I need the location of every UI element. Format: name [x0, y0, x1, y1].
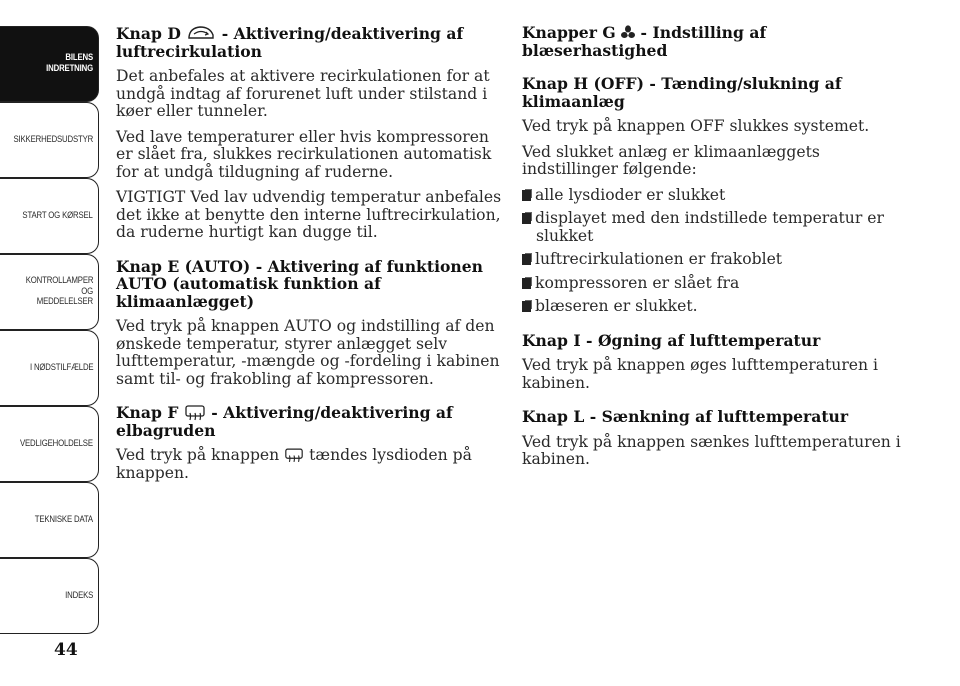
page-number: 44 — [54, 640, 78, 660]
paragraph: Ved tryk på knappen AUTO og indstilling af den ønskede temperatur, styrer anlægget selv lufttemperatur, -mængde og -fordeling i kabinen samt til- og frakobling af kompressoren. — [116, 317, 500, 388]
paragraph: Ved tryk på knappen sænkes lufttemperaturen i kabinen. — [522, 432, 901, 468]
list-item-text: luftrecirkulationen er frakoblet — [535, 250, 783, 268]
tab-label: START OG KØRSEL — [22, 209, 93, 221]
paragraph: VIGTIGT Ved lav udvendig temperatur anbefales det ikke at benytte den interne luftrecirkulation, da ruderne hurtigt kan dugge til. — [116, 188, 502, 241]
list-item — [522, 187, 912, 205]
heading-knap-i: Knap I - Øgning af lufttemperatur — [522, 330, 821, 350]
heading-text: - Aktivering/deaktivering af luftrecirkulation — [116, 24, 464, 61]
tab-label: TEKNISKE DATA — [34, 513, 93, 525]
checkbox-bullet-icon — [522, 301, 531, 312]
heading-text: - Aktivering/deaktivering af elbagruden — [116, 403, 453, 440]
list-item — [522, 210, 912, 245]
tab-label: KONTROLLAMPER OG MEDDELELSER — [25, 274, 94, 308]
tab-bilens-indretning[interactable] — [0, 26, 99, 102]
paragraph: Det anbefales at aktivere recirkulationen for at undgå indtag af forurenet luft under stilstand i køer eller tunneler. — [116, 67, 490, 120]
tab-label: I NØDSTILFÆLDE — [29, 361, 93, 373]
heading-knap-l: Knap L - Sænkning af lufttemperatur — [522, 407, 849, 426]
right-column — [522, 24, 912, 477]
rear-defrost-icon — [284, 448, 304, 463]
tab-label: INDEKS — [64, 589, 93, 601]
checkbox-bullet-icon — [522, 213, 531, 224]
list-item-text: blæseren er slukket. — [535, 297, 698, 315]
paragraph — [116, 447, 508, 482]
tab-sikkerhedsudstyr[interactable] — [0, 102, 99, 178]
checkbox-bullet-icon — [522, 254, 531, 265]
heading-text: Knapper G — [522, 23, 616, 42]
tab-indeks[interactable] — [0, 558, 99, 634]
left-column — [116, 24, 508, 490]
off-state-list — [522, 187, 912, 316]
list-item-text: alle lysdioder er slukket — [535, 185, 726, 204]
paragraph-text: Ved tryk på knappen — [116, 446, 280, 464]
checkbox-bullet-icon — [522, 278, 531, 289]
paragraph: Ved slukket anlæg er klimaanlæggets indstillinger følgende: — [522, 142, 820, 178]
heading-knap-e: Knap E (AUTO) - Aktivering af funktionen AUTO (automatisk funktion af klimaanlægget) — [116, 256, 483, 311]
tab-label: SIKKERHEDSUDSTYR — [13, 133, 93, 145]
heading-knap-d — [116, 24, 508, 60]
tab-label: BILENS INDRETNING — [46, 52, 93, 74]
tab-kontrollamper[interactable] — [0, 254, 99, 330]
list-item-text: displayet med den indstillede temperatur er slukket — [535, 209, 884, 245]
paragraph: Ved lave temperaturer eller hvis kompressoren er slået fra, slukkes recirkulationen automatisk for at undgå tildugning af ruderne. — [116, 127, 492, 181]
heading-text: Knap D — [116, 24, 181, 43]
list-item — [522, 251, 912, 269]
paragraph-text: tændes lysdioden på knappen. — [116, 446, 472, 482]
list-item — [522, 275, 912, 293]
tab-vedligeholdelse[interactable] — [0, 406, 99, 482]
heading-text: - Indstilling af blæserhastighed — [522, 23, 767, 60]
heading-knap-g — [522, 24, 912, 59]
rear-defrost-icon — [184, 405, 206, 421]
heading-knap-h: Knap H (OFF) - Tænding/slukning af klimaanlæg — [522, 74, 842, 111]
fan-icon — [621, 25, 635, 41]
tab-tekniske-data[interactable] — [0, 482, 99, 558]
heading-knap-f — [116, 404, 508, 439]
recirculation-icon — [186, 24, 216, 42]
paragraph: Ved tryk på knappen OFF slukkes systemet. — [522, 117, 870, 135]
paragraph: Ved tryk på knappen øges lufttemperaturen i kabinen. — [522, 356, 878, 392]
tab-start-og-korsel[interactable] — [0, 178, 99, 254]
checkbox-bullet-icon — [522, 190, 531, 201]
tab-label: VEDLIGEHOLDELSE — [20, 437, 93, 449]
tab-i-nodstilfaelde[interactable] — [0, 330, 99, 406]
list-item — [522, 298, 912, 316]
heading-text: Knap F — [116, 403, 179, 422]
list-item-text: kompressoren er slået fra — [535, 273, 740, 292]
